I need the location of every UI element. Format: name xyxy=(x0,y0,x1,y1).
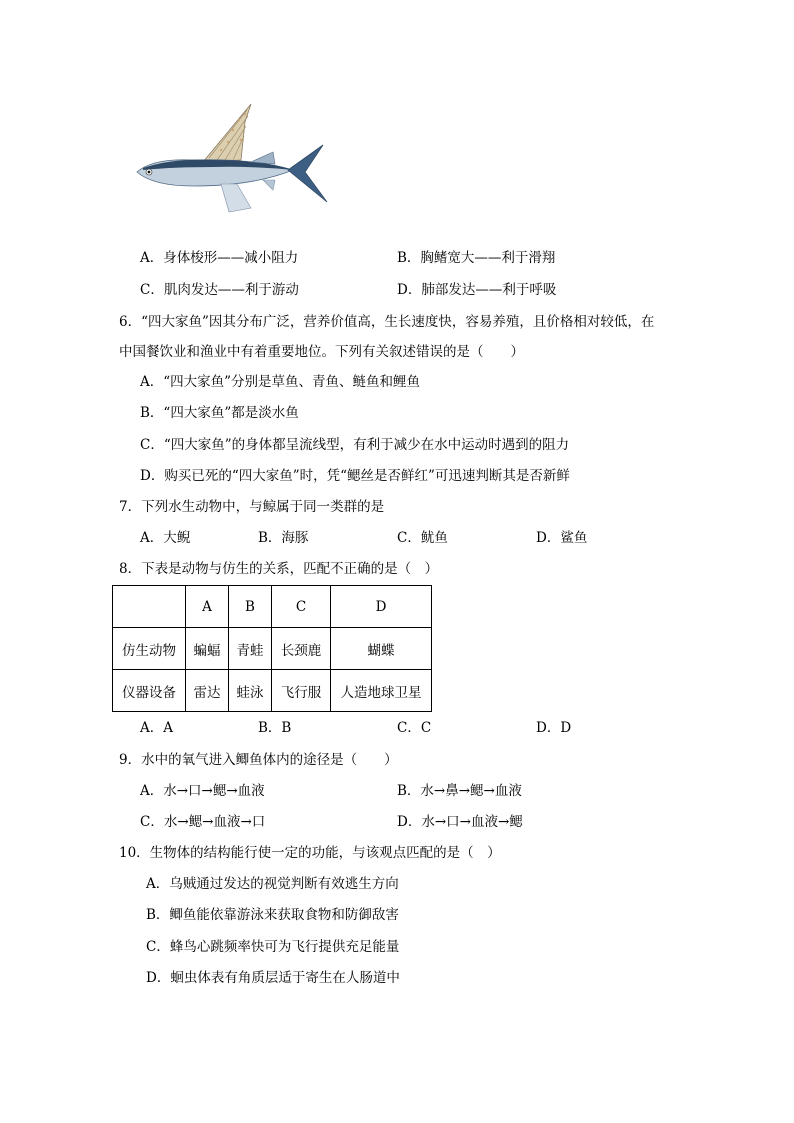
q7-option-a: A．大鲵 xyxy=(140,530,191,546)
table-cell: 仿生动物 xyxy=(113,628,186,670)
q6-stem-line2: 中国餐饮业和渔业中有着重要地位。下列有关叙述错误的是（ ） xyxy=(119,344,524,360)
q6-option-a: A．“四大家鱼”分别是草鱼、青鱼、鲢鱼和鲤鱼 xyxy=(140,374,421,390)
q5-option-a: A．身体梭形——减小阻力 xyxy=(140,250,299,266)
bionics-table xyxy=(112,585,432,712)
flying-fish-image xyxy=(133,100,333,220)
q10-option-b: B．鲫鱼能依靠游泳来获取食物和防御敌害 xyxy=(146,907,399,923)
table-cell: 人造地球卫星 xyxy=(331,670,432,712)
table-cell: A xyxy=(186,586,229,628)
table-cell: 仪器设备 xyxy=(113,670,186,712)
table-cell: 雷达 xyxy=(186,670,229,712)
table-cell: 蝙蝠 xyxy=(186,628,229,670)
q5-option-d: D．肺部发达——利于呼吸 xyxy=(397,282,557,298)
q9-option-d: D．水→口→血液→鳃 xyxy=(397,814,523,830)
q8-option-b: B．B xyxy=(258,720,292,736)
table-cell: B xyxy=(229,586,272,628)
table-cell: D xyxy=(331,586,432,628)
q8-option-a: A．A xyxy=(140,720,173,736)
table-cell: 飞行服 xyxy=(272,670,331,712)
table-cell: 长颈鹿 xyxy=(272,628,331,670)
q8-option-d: D．D xyxy=(536,720,572,736)
q10-stem: 10．生物体的结构能行使一定的功能，与该观点匹配的是（ ） xyxy=(119,845,501,861)
table-cell: C xyxy=(272,586,331,628)
q7-option-b: B．海豚 xyxy=(258,530,309,546)
table-header-row xyxy=(113,586,432,628)
q6-stem-line1: 6．“四大家鱼”因其分布广泛，营养价值高，生长速度快，容易养殖，且价格相对较低，在 xyxy=(119,314,655,330)
q6-option-c: C．“四大家鱼”的身体都呈流线型，有利于减少在水中运动时遇到的阻力 xyxy=(140,437,570,453)
q8-option-c: C．C xyxy=(397,720,432,736)
table-row xyxy=(113,670,432,712)
table-cell: 青蛙 xyxy=(229,628,272,670)
q6-option-b: B．“四大家鱼”都是淡水鱼 xyxy=(140,405,299,421)
q7-option-d: D．鲨鱼 xyxy=(536,530,588,546)
table-row xyxy=(113,628,432,670)
table-cell: 蛙泳 xyxy=(229,670,272,712)
q9-option-b: B．水→鼻→鳃→血液 xyxy=(397,783,522,799)
q7-option-c: C．鱿鱼 xyxy=(397,530,448,546)
q9-option-a: A．水→口→鳃→血液 xyxy=(140,783,265,799)
table-cell xyxy=(113,586,186,628)
q8-stem: 8．下表是动物与仿生的关系，匹配不正确的是（ ） xyxy=(119,561,439,577)
q9-option-c: C．水→鳃→血液→口 xyxy=(140,814,266,830)
q5-option-c: C．肌肉发达——利于游动 xyxy=(140,282,299,298)
q5-option-b: B．胸鳍宽大——利于滑翔 xyxy=(397,250,556,266)
q10-option-d: D．蛔虫体表有角质层适于寄生在人肠道中 xyxy=(146,970,400,986)
q10-option-a: A．乌贼通过发达的视觉判断有效逃生方向 xyxy=(146,876,399,892)
q6-option-d: D．购买已死的“四大家鱼”时，凭“鳃丝是否鲜红”可迅速判断其是否新鲜 xyxy=(140,468,570,484)
q10-option-c: C．蜂鸟心跳频率快可为飞行提供充足能量 xyxy=(146,939,400,955)
q7-stem: 7．下列水生动物中，与鲸属于同一类群的是 xyxy=(119,499,385,515)
table-cell: 蝴蝶 xyxy=(331,628,432,670)
q9-stem: 9．水中的氧气进入鲫鱼体内的途径是（ ） xyxy=(119,752,398,768)
